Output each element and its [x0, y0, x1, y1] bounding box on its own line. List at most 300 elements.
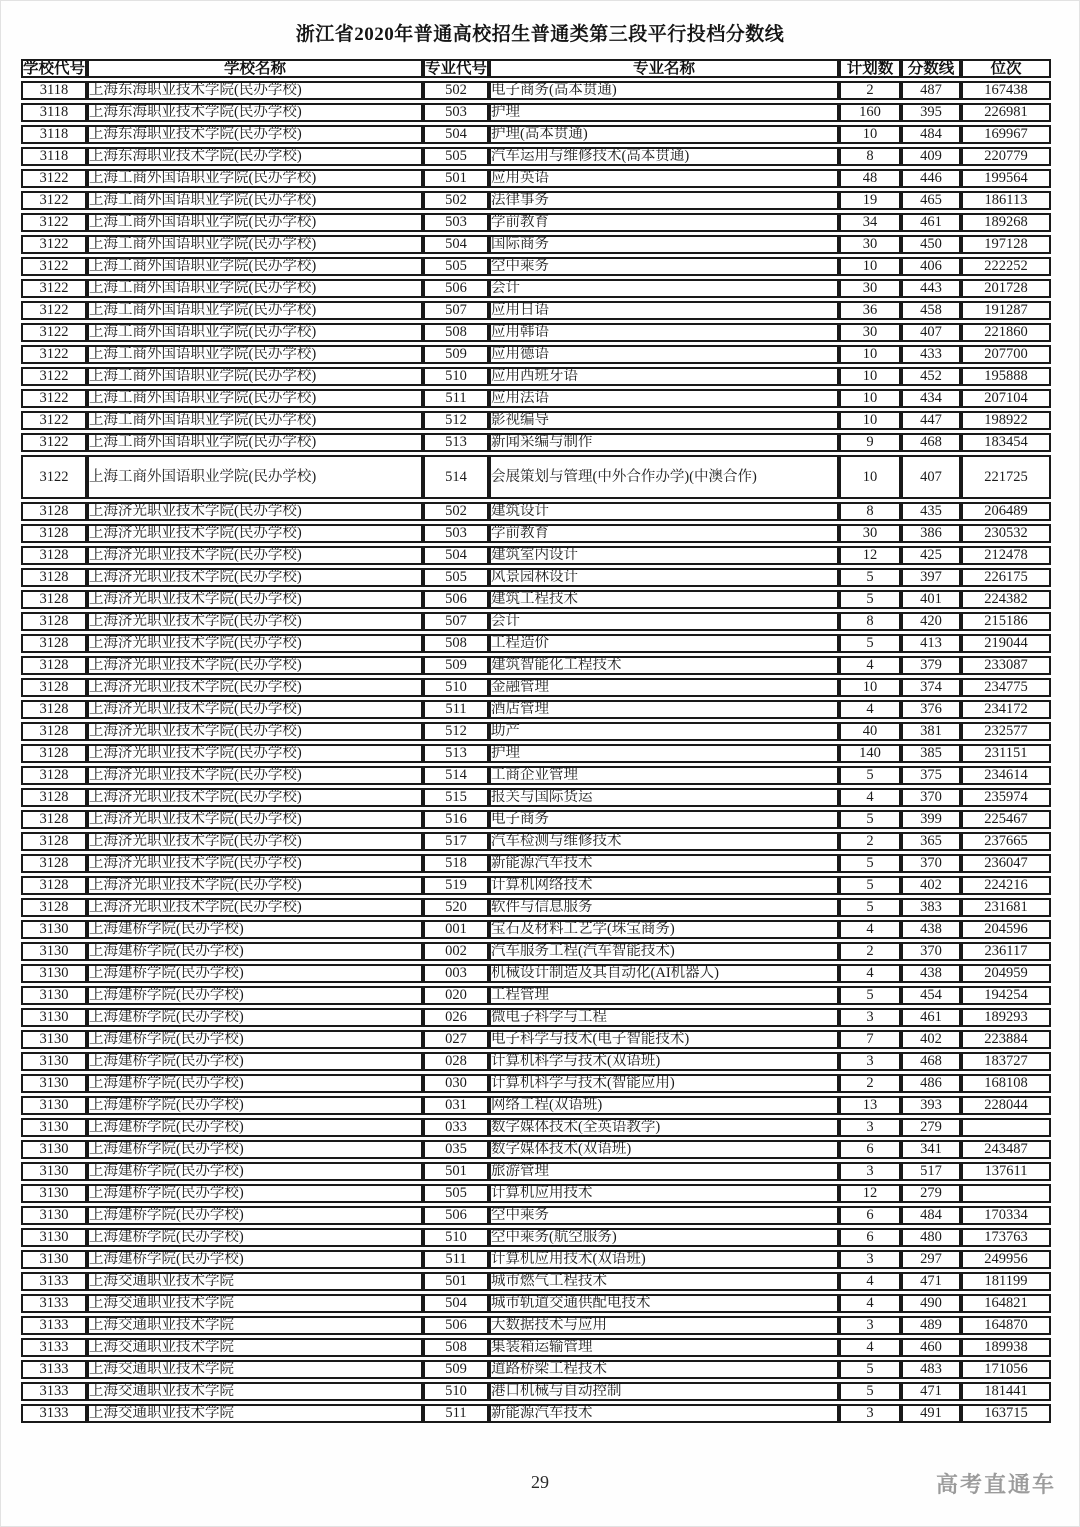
major-name-cell: 集装箱运输管理 [489, 1338, 839, 1357]
rank-cell: 224382 [961, 590, 1051, 609]
header-row [21, 59, 1051, 78]
plan-count-cell: 10 [839, 125, 901, 144]
score-line-cell: 489 [901, 1316, 961, 1335]
major-code-cell: 506 [423, 1316, 489, 1335]
plan-count-cell: 9 [839, 433, 901, 452]
table-row [21, 191, 1051, 210]
score-line-cell: 374 [901, 678, 961, 697]
score-line-cell: 483 [901, 1360, 961, 1379]
plan-count-cell: 10 [839, 257, 901, 276]
school-name-cell: 上海济光职业技术学院(民办学校) [87, 656, 423, 675]
major-name-cell: 应用德语 [489, 345, 839, 364]
table-row [21, 920, 1051, 939]
plan-count-cell: 6 [839, 1140, 901, 1159]
rank-cell: 220779 [961, 147, 1051, 166]
major-code-cell: 514 [423, 455, 489, 499]
score-line-cell: 484 [901, 125, 961, 144]
major-code-cell: 505 [423, 568, 489, 587]
score-line-cell: 486 [901, 1074, 961, 1093]
plan-count-cell: 160 [839, 103, 901, 122]
plan-count-cell: 8 [839, 502, 901, 521]
rank-cell: 171056 [961, 1360, 1051, 1379]
rank-cell: 189938 [961, 1338, 1051, 1357]
score-line-cell: 454 [901, 986, 961, 1005]
major-name-cell: 护理 [489, 744, 839, 763]
major-code-cell: 501 [423, 1162, 489, 1181]
header-major-name: 专业名称 [489, 59, 839, 78]
table-row [21, 1096, 1051, 1115]
rank-cell: 204596 [961, 920, 1051, 939]
school-code-cell: 3128 [21, 700, 87, 719]
rank-cell: 181199 [961, 1272, 1051, 1291]
school-code-cell: 3130 [21, 1184, 87, 1203]
table-row [21, 1030, 1051, 1049]
major-name-cell: 空中乘务 [489, 1206, 839, 1225]
major-name-cell: 电子商务 [489, 810, 839, 829]
school-name-cell: 上海工商外国语职业学院(民办学校) [87, 235, 423, 254]
table-row [21, 323, 1051, 342]
plan-count-cell: 2 [839, 1074, 901, 1093]
plan-count-cell: 19 [839, 191, 901, 210]
plan-count-cell: 4 [839, 1338, 901, 1357]
major-code-cell: 519 [423, 876, 489, 895]
major-code-cell: 511 [423, 1404, 489, 1423]
plan-count-cell: 3 [839, 1162, 901, 1181]
major-name-cell: 建筑室内设计 [489, 546, 839, 565]
major-name-cell: 道路桥梁工程技术 [489, 1360, 839, 1379]
table-row [21, 1052, 1051, 1071]
plan-count-cell: 3 [839, 1316, 901, 1335]
major-name-cell: 工程造价 [489, 634, 839, 653]
rank-cell: 183454 [961, 433, 1051, 452]
score-line-cell: 425 [901, 546, 961, 565]
school-name-cell: 上海济光职业技术学院(民办学校) [87, 590, 423, 609]
school-code-cell: 3122 [21, 169, 87, 188]
major-name-cell: 空中乘务 [489, 257, 839, 276]
score-line-cell: 386 [901, 524, 961, 543]
plan-count-cell: 5 [839, 634, 901, 653]
major-name-cell: 应用英语 [489, 169, 839, 188]
score-line-cell: 461 [901, 213, 961, 232]
school-code-cell: 3122 [21, 257, 87, 276]
school-code-cell: 3128 [21, 634, 87, 653]
score-line-cell: 460 [901, 1338, 961, 1357]
score-line-cell: 365 [901, 832, 961, 851]
major-code-cell: 502 [423, 81, 489, 100]
school-name-cell: 上海工商外国语职业学院(民办学校) [87, 455, 423, 499]
major-code-cell: 027 [423, 1030, 489, 1049]
major-name-cell: 工商企业管理 [489, 766, 839, 785]
school-name-cell: 上海建桥学院(民办学校) [87, 942, 423, 961]
plan-count-cell: 5 [839, 1360, 901, 1379]
score-line-cell: 465 [901, 191, 961, 210]
rank-cell: 212478 [961, 546, 1051, 565]
major-name-cell: 金融管理 [489, 678, 839, 697]
table-row [21, 433, 1051, 452]
school-code-cell: 3128 [21, 722, 87, 741]
school-name-cell: 上海交通职业技术学院 [87, 1272, 423, 1291]
major-name-cell: 宝石及材料工艺学(珠宝商务) [489, 920, 839, 939]
table-row [21, 147, 1051, 166]
rank-cell: 164870 [961, 1316, 1051, 1335]
major-code-cell: 506 [423, 1206, 489, 1225]
major-code-cell: 513 [423, 433, 489, 452]
major-code-cell: 511 [423, 700, 489, 719]
score-line-cell: 393 [901, 1096, 961, 1115]
school-name-cell: 上海东海职业技术学院(民办学校) [87, 147, 423, 166]
plan-count-cell: 10 [839, 389, 901, 408]
rank-cell: 243487 [961, 1140, 1051, 1159]
school-code-cell: 3130 [21, 1052, 87, 1071]
table-row [21, 810, 1051, 829]
school-name-cell: 上海工商外国语职业学院(民办学校) [87, 323, 423, 342]
table-row [21, 411, 1051, 430]
table-row [21, 345, 1051, 364]
major-code-cell: 507 [423, 612, 489, 631]
school-name-cell: 上海工商外国语职业学院(民办学校) [87, 345, 423, 364]
school-code-cell: 3128 [21, 678, 87, 697]
plan-count-cell: 4 [839, 964, 901, 983]
major-code-cell: 513 [423, 744, 489, 763]
school-code-cell: 3130 [21, 1140, 87, 1159]
school-code-cell: 3128 [21, 502, 87, 521]
header-score-line: 分数线 [901, 59, 961, 78]
school-code-cell: 3128 [21, 876, 87, 895]
score-line-cell: 406 [901, 257, 961, 276]
plan-count-cell: 5 [839, 766, 901, 785]
plan-count-cell: 8 [839, 612, 901, 631]
table-row [21, 1162, 1051, 1181]
score-line-cell: 434 [901, 389, 961, 408]
plan-count-cell: 30 [839, 323, 901, 342]
rank-cell: 236047 [961, 854, 1051, 873]
major-name-cell: 新能源汽车技术 [489, 1404, 839, 1423]
school-code-cell: 3122 [21, 235, 87, 254]
school-code-cell: 3118 [21, 103, 87, 122]
table-row [21, 367, 1051, 386]
major-code-cell: 504 [423, 235, 489, 254]
plan-count-cell: 5 [839, 590, 901, 609]
page-number: 29 [531, 1472, 549, 1492]
score-line-cell: 375 [901, 766, 961, 785]
school-code-cell: 3130 [21, 920, 87, 939]
school-name-cell: 上海建桥学院(民办学校) [87, 1140, 423, 1159]
school-code-cell: 3122 [21, 213, 87, 232]
major-name-cell: 旅游管理 [489, 1162, 839, 1181]
plan-count-cell: 36 [839, 301, 901, 320]
major-name-cell: 数字媒体技术(双语班) [489, 1140, 839, 1159]
rank-cell: 231681 [961, 898, 1051, 917]
major-code-cell: 505 [423, 147, 489, 166]
school-code-cell: 3122 [21, 411, 87, 430]
score-line-cell: 370 [901, 788, 961, 807]
major-code-cell: 511 [423, 389, 489, 408]
rank-cell: 235974 [961, 788, 1051, 807]
score-line-cell: 438 [901, 920, 961, 939]
school-code-cell: 3122 [21, 433, 87, 452]
major-name-cell: 数字媒体技术(全英语教学) [489, 1118, 839, 1137]
school-code-cell: 3130 [21, 1162, 87, 1181]
plan-count-cell: 12 [839, 1184, 901, 1203]
table-row [21, 1206, 1051, 1225]
table-row [21, 788, 1051, 807]
major-code-cell: 020 [423, 986, 489, 1005]
major-name-cell: 空中乘务(航空服务) [489, 1228, 839, 1247]
score-line-cell: 480 [901, 1228, 961, 1247]
plan-count-cell: 8 [839, 147, 901, 166]
major-name-cell: 学前教育 [489, 524, 839, 543]
major-name-cell: 电子科学与技术(电子智能技术) [489, 1030, 839, 1049]
school-name-cell: 上海东海职业技术学院(民办学校) [87, 125, 423, 144]
school-name-cell: 上海建桥学院(民办学校) [87, 1228, 423, 1247]
rank-cell: 195888 [961, 367, 1051, 386]
table-row [21, 898, 1051, 917]
major-code-cell: 031 [423, 1096, 489, 1115]
school-code-cell: 3128 [21, 766, 87, 785]
plan-count-cell: 30 [839, 279, 901, 298]
table-row [21, 279, 1051, 298]
school-name-cell: 上海济光职业技术学院(民办学校) [87, 854, 423, 873]
score-line-cell: 381 [901, 722, 961, 741]
score-line-cell: 461 [901, 1008, 961, 1027]
school-name-cell: 上海交通职业技术学院 [87, 1360, 423, 1379]
school-name-cell: 上海济光职业技术学院(民办学校) [87, 722, 423, 741]
rank-cell: 236117 [961, 942, 1051, 961]
table-row [21, 678, 1051, 697]
score-line-cell: 471 [901, 1272, 961, 1291]
school-name-cell: 上海建桥学院(民办学校) [87, 1162, 423, 1181]
school-name-cell: 上海济光职业技术学院(民办学校) [87, 502, 423, 521]
major-code-cell: 507 [423, 301, 489, 320]
major-name-cell: 软件与信息服务 [489, 898, 839, 917]
major-code-cell: 501 [423, 1272, 489, 1291]
school-name-cell: 上海建桥学院(民办学校) [87, 986, 423, 1005]
major-name-cell: 汽车运用与维修技术(高本贯通) [489, 147, 839, 166]
rank-cell: 237665 [961, 832, 1051, 851]
rank-cell: 230532 [961, 524, 1051, 543]
rank-cell: 232577 [961, 722, 1051, 741]
school-name-cell: 上海建桥学院(民办学校) [87, 1030, 423, 1049]
major-code-cell: 510 [423, 367, 489, 386]
rank-cell: 219044 [961, 634, 1051, 653]
plan-count-cell: 5 [839, 1382, 901, 1401]
school-code-cell: 3128 [21, 744, 87, 763]
plan-count-cell: 34 [839, 213, 901, 232]
table-row [21, 1360, 1051, 1379]
major-name-cell: 助产 [489, 722, 839, 741]
major-code-cell: 515 [423, 788, 489, 807]
table-row [21, 546, 1051, 565]
plan-count-cell: 3 [839, 1052, 901, 1071]
school-name-cell: 上海工商外国语职业学院(民办学校) [87, 257, 423, 276]
rank-cell: 224216 [961, 876, 1051, 895]
score-line-cell: 383 [901, 898, 961, 917]
rank-cell: 226175 [961, 568, 1051, 587]
score-line-cell: 370 [901, 942, 961, 961]
rank-cell: 186113 [961, 191, 1051, 210]
score-line-cell: 468 [901, 433, 961, 452]
score-line-cell: 447 [901, 411, 961, 430]
score-line-cell: 376 [901, 700, 961, 719]
rank-cell: 170334 [961, 1206, 1051, 1225]
school-code-cell: 3128 [21, 898, 87, 917]
major-name-cell: 酒店管理 [489, 700, 839, 719]
school-name-cell: 上海济光职业技术学院(民办学校) [87, 744, 423, 763]
school-code-cell: 3118 [21, 147, 87, 166]
school-name-cell: 上海济光职业技术学院(民办学校) [87, 546, 423, 565]
score-line-cell: 385 [901, 744, 961, 763]
table-row [21, 612, 1051, 631]
score-line-cell: 279 [901, 1118, 961, 1137]
school-name-cell: 上海建桥学院(民办学校) [87, 920, 423, 939]
rank-cell: 221860 [961, 323, 1051, 342]
rank-cell: 173763 [961, 1228, 1051, 1247]
major-name-cell: 网络工程(双语班) [489, 1096, 839, 1115]
school-code-cell: 3130 [21, 942, 87, 961]
score-line-cell: 450 [901, 235, 961, 254]
table-row [21, 103, 1051, 122]
school-code-cell: 3133 [21, 1316, 87, 1335]
school-name-cell: 上海建桥学院(民办学校) [87, 1184, 423, 1203]
major-name-cell: 计算机科学与技术(双语班) [489, 1052, 839, 1071]
plan-count-cell: 5 [839, 876, 901, 895]
major-name-cell: 国际商务 [489, 235, 839, 254]
school-name-cell: 上海济光职业技术学院(民办学校) [87, 832, 423, 851]
table-row [21, 1140, 1051, 1159]
school-code-cell: 3133 [21, 1382, 87, 1401]
major-code-cell: 002 [423, 942, 489, 961]
score-line-cell: 407 [901, 323, 961, 342]
major-name-cell: 城市燃气工程技术 [489, 1272, 839, 1291]
school-code-cell: 3130 [21, 1096, 87, 1115]
major-code-cell: 503 [423, 103, 489, 122]
school-code-cell: 3128 [21, 832, 87, 851]
major-code-cell: 030 [423, 1074, 489, 1093]
school-code-cell: 3128 [21, 524, 87, 543]
school-name-cell: 上海建桥学院(民办学校) [87, 1074, 423, 1093]
major-name-cell: 护理 [489, 103, 839, 122]
school-name-cell: 上海建桥学院(民办学校) [87, 1096, 423, 1115]
plan-count-cell: 3 [839, 1118, 901, 1137]
rank-cell: 223884 [961, 1030, 1051, 1049]
score-line-cell: 443 [901, 279, 961, 298]
score-line-cell: 491 [901, 1404, 961, 1423]
score-line-cell: 341 [901, 1140, 961, 1159]
major-code-cell: 506 [423, 279, 489, 298]
plan-count-cell: 10 [839, 345, 901, 364]
plan-count-cell: 4 [839, 656, 901, 675]
major-name-cell: 影视编导 [489, 411, 839, 430]
school-name-cell: 上海工商外国语职业学院(民办学校) [87, 411, 423, 430]
school-name-cell: 上海东海职业技术学院(民办学校) [87, 81, 423, 100]
school-name-cell: 上海交通职业技术学院 [87, 1338, 423, 1357]
major-name-cell: 计算机应用技术(双语班) [489, 1250, 839, 1269]
major-code-cell: 516 [423, 810, 489, 829]
score-line-cell: 452 [901, 367, 961, 386]
plan-count-cell: 3 [839, 1250, 901, 1269]
table-row [21, 1338, 1051, 1357]
plan-count-cell: 2 [839, 832, 901, 851]
table-row [21, 81, 1051, 100]
major-code-cell: 509 [423, 345, 489, 364]
rank-cell: 189293 [961, 1008, 1051, 1027]
rank-cell: 226981 [961, 103, 1051, 122]
table-row [21, 964, 1051, 983]
school-name-cell: 上海建桥学院(民办学校) [87, 1008, 423, 1027]
rank-cell: 234614 [961, 766, 1051, 785]
score-line-cell: 402 [901, 876, 961, 895]
major-name-cell: 建筑设计 [489, 502, 839, 521]
score-line-cell: 517 [901, 1162, 961, 1181]
major-code-cell: 510 [423, 678, 489, 697]
major-code-cell: 033 [423, 1118, 489, 1137]
table-row [21, 722, 1051, 741]
plan-count-cell: 5 [839, 986, 901, 1005]
major-code-cell: 514 [423, 766, 489, 785]
score-line-cell: 446 [901, 169, 961, 188]
table-row [21, 257, 1051, 276]
school-code-cell: 3133 [21, 1360, 87, 1379]
plan-count-cell: 10 [839, 678, 901, 697]
school-code-cell: 3122 [21, 323, 87, 342]
table-row [21, 169, 1051, 188]
plan-count-cell: 10 [839, 367, 901, 386]
table-row [21, 1272, 1051, 1291]
school-code-cell: 3130 [21, 1228, 87, 1247]
rank-cell: 234775 [961, 678, 1051, 697]
rank-cell: 168108 [961, 1074, 1051, 1093]
table-row [21, 1316, 1051, 1335]
plan-count-cell: 4 [839, 1272, 901, 1291]
major-name-cell: 新闻采编与制作 [489, 433, 839, 452]
plan-count-cell: 3 [839, 1404, 901, 1423]
rank-cell: 249956 [961, 1250, 1051, 1269]
score-line-cell: 379 [901, 656, 961, 675]
plan-count-cell: 13 [839, 1096, 901, 1115]
table-row [21, 1404, 1051, 1423]
school-code-cell: 3128 [21, 546, 87, 565]
school-name-cell: 上海济光职业技术学院(民办学校) [87, 700, 423, 719]
major-code-cell: 517 [423, 832, 489, 851]
school-code-cell: 3128 [21, 656, 87, 675]
table-row [21, 744, 1051, 763]
major-name-cell: 机械设计制造及其自动化(AI机器人) [489, 964, 839, 983]
school-code-cell: 3122 [21, 279, 87, 298]
rank-cell: 206489 [961, 502, 1051, 521]
plan-count-cell: 2 [839, 81, 901, 100]
plan-count-cell: 5 [839, 810, 901, 829]
major-name-cell: 计算机科学与技术(智能应用) [489, 1074, 839, 1093]
table-row [21, 389, 1051, 408]
school-name-cell: 上海工商外国语职业学院(民办学校) [87, 433, 423, 452]
major-code-cell: 504 [423, 546, 489, 565]
plan-count-cell: 12 [839, 546, 901, 565]
school-name-cell: 上海济光职业技术学院(民办学校) [87, 810, 423, 829]
school-code-cell: 3133 [21, 1272, 87, 1291]
table-row [21, 1074, 1051, 1093]
school-name-cell: 上海工商外国语职业学院(民办学校) [87, 279, 423, 298]
school-code-cell: 3133 [21, 1294, 87, 1313]
table-row [21, 1294, 1051, 1313]
rank-cell: 167438 [961, 81, 1051, 100]
major-code-cell: 510 [423, 1228, 489, 1247]
school-name-cell: 上海建桥学院(民办学校) [87, 1250, 423, 1269]
table-row [21, 1118, 1051, 1137]
score-line-cell: 458 [901, 301, 961, 320]
major-code-cell: 520 [423, 898, 489, 917]
rank-cell: 164821 [961, 1294, 1051, 1313]
major-code-cell: 026 [423, 1008, 489, 1027]
